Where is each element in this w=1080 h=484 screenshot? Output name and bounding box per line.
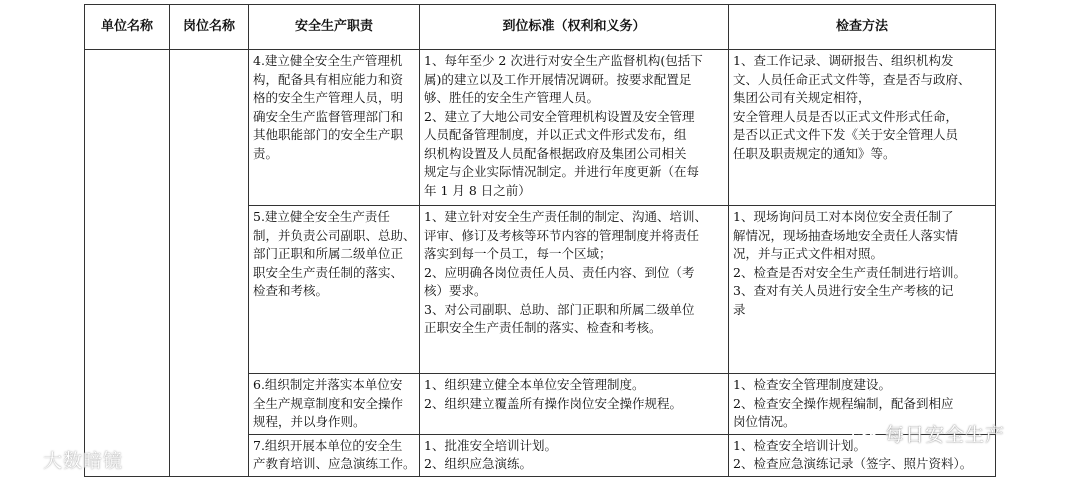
duty-line: 7.组织开展本单位的安全生 [253,437,403,453]
standard-line: 2、组织应急演练。 [424,456,532,471]
weibo-logo-icon [6,451,36,473]
header-duty: 安全生产职责 [249,5,420,50]
standard-line: 1、批准安全培训计划。 [424,437,557,453]
standard-cell [420,434,729,476]
duty-line: 4.建立健全安全生产管理机 [253,53,403,68]
watermark-right [852,420,1005,447]
duty-line: 检查和考核。 [253,283,329,298]
standard-line: 2、建立了大地公司安全管理机构设置及安全管理 [424,108,695,124]
method-line: 1、检查安全培训计划。 [733,437,866,453]
standard-line: 3、对公司副职、总助、部门正职和所属二级单位 [424,301,695,317]
post-cell [170,50,249,477]
duty-cell [249,374,420,435]
standard-line: 够、胜任的安全生产管理人员。 [424,90,600,105]
standard-line: 正职安全生产责任制的落实、检查和考核。 [424,320,662,335]
duty-line: 规程，并以身作则。 [253,414,366,429]
method-line: 1、查工作记录、调研报告、组织机构发 [733,53,954,68]
standard-cell [420,374,729,435]
header-post-name: 岗位名称 [170,5,249,50]
method-line: 安全管理人员是否以正式文件形式任命， [733,108,959,124]
method-line: 况，并与正式文件相对照。 [733,246,884,261]
standard-line: 2、应明确各岗位责任人员、责任内容、到位（考 [424,264,695,280]
method-cell [729,206,996,374]
method-line: 是否以正式文件下发《关于安全管理人员 [733,127,959,142]
standard-line: 1、组织建立健全本单位安全管理制度。 [424,377,645,392]
watermark-right-text: 每日安全生产 [885,424,1006,446]
duty-line: 部门正职和所属二级单位正 [253,246,404,261]
standard-line: 人员配备管理制度，并以正式文件形式发布，组 [424,127,687,142]
standard-line: 年 1 月 8 日之前） [424,182,531,198]
unit-cell [85,50,170,477]
method-cell [729,50,996,206]
table-header-row [85,5,996,50]
standard-line: 1、建立针对安全生产责任制的制定、沟通、培训、 [424,209,707,224]
method-line: 2、检查安全操作规程编制，配备到相应 [733,395,954,411]
duty-line: 确安全生产监督管理部门和 [253,108,404,124]
wechat-logo-icon [852,425,878,447]
watermark-left [6,446,123,473]
standard-line: 1、每年至少 2 次进行对安全生产监督机构(包括下 [424,53,703,68]
method-line: 录 [733,301,746,317]
watermark-left-text: 大数暗镜 [43,450,124,472]
method-line: 3、查对有关人员进行安全生产考核的记 [733,283,954,298]
method-line: 1、现场询问员工对本岗位安全责任制了 [733,209,954,224]
duty-cell [249,50,420,206]
table-row [85,50,996,206]
duty-cell [249,206,420,374]
duty-line: 产教育培训、应急演练工作。 [253,456,416,471]
responsibility-table [84,4,996,477]
duty-line: 制，并负责公司副职、总助、 [253,227,416,243]
method-line: 1、检查安全管理制度建设。 [733,377,891,392]
standard-line: 属)的建立以及工作开展情况调研。按要求配置足 [424,71,692,87]
duty-line: 责。 [253,145,279,161]
standard-line: 织机构设置及人员配备根据政府及集团公司相关 [424,145,687,161]
standard-line: 核）要求。 [424,283,487,298]
standard-line: 落实到每一个员工，每一个区域； [424,246,612,261]
method-line: 岗位情况。 [733,414,796,429]
method-line: 解情况，现场抽查场地安全责任人落实情 [733,227,959,243]
duty-line: 其他职能部门的安全生产职 [253,127,404,142]
standard-cell [420,206,729,374]
header-standard: 到位标准（权利和义务） [420,5,729,50]
duty-cell [249,434,420,476]
standard-line: 评审、修订及考核等环节内容的管理制度并将责任 [424,227,700,243]
standard-cell [420,50,729,206]
header-unit-name: 单位名称 [85,5,170,50]
method-line: 2、检查应急演练记录（签字、照片资料）。 [733,456,973,471]
method-line: 任职及职责规定的通知》等。 [733,145,896,161]
method-line: 文、人员任命正式文件等，查是否与政府、 [733,71,971,87]
duty-line: 全生产规章制度和安全操作 [253,395,404,411]
header-method: 检查方法 [729,5,996,50]
duty-line: 5.建立健全安全生产责任 [253,209,390,224]
method-line: 集团公司有关规定相符， [733,90,871,105]
duty-line: 格的安全生产管理人员，明 [253,90,404,105]
duty-line: 6.组织制定并落实本单位安 [253,377,403,392]
standard-line: 2、组织建立覆盖所有操作岗位安全操作规程。 [424,395,682,411]
duty-line: 职安全生产责任制的落实、 [253,264,404,280]
duty-line: 构，配备具有相应能力和资 [253,71,404,87]
standard-line: 规定与企业实际情况制定。并进行年度更新（在每 [424,164,700,179]
method-line: 2、检查是否对安全生产责任制进行培训。 [733,264,966,280]
